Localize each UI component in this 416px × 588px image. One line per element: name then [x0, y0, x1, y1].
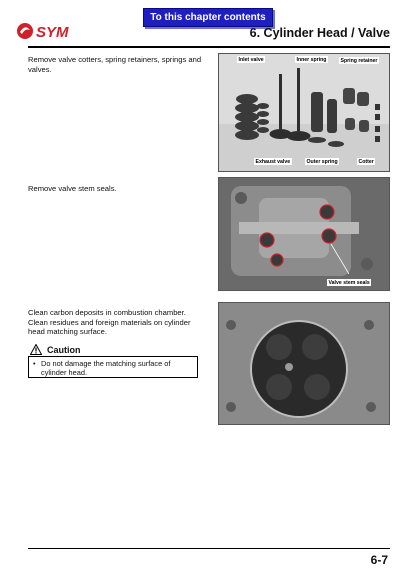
header-divider [28, 46, 390, 48]
page-title [250, 26, 390, 40]
label-exhaust-valve: Exhaust valve [255, 158, 291, 165]
chapter-title: . Cylinder Head / Valve [256, 26, 390, 40]
combustion-chamber-photo [218, 302, 390, 425]
bullet-icon: • [33, 359, 36, 368]
sym-logo [16, 22, 98, 40]
footer-divider [28, 548, 390, 549]
step-1-text: Remove valve cotters, spring retainers, springs and valves. [28, 55, 202, 74]
svg-text:SYM: SYM [36, 24, 69, 40]
label-outer-spring: Outer spring [306, 158, 338, 165]
label-spring-retainer: Spring retainer [340, 57, 378, 64]
caution-item: Do not damage the matching surface of cylinder head. [41, 359, 171, 377]
label-inlet-valve: Inlet valve [238, 56, 264, 63]
warning-icon [30, 344, 42, 355]
label-inner-spring: Inner spring [296, 56, 327, 63]
caution-box [28, 356, 198, 378]
page-number: 6-7 [370, 553, 388, 567]
valve-parts-photo [218, 53, 390, 172]
chapter-contents-link[interactable]: To this chapter contents [143, 8, 273, 27]
label-valve-stem-seals: Valve stem seals [328, 279, 370, 286]
step-3-text: Clean carbon deposits in combustion chamber. Clean residues and foreign materials on cylinder head matching surface. [28, 308, 191, 337]
step-2-text: Remove valve stem seals. [28, 184, 117, 193]
chapter-number: 6 [249, 26, 257, 40]
caution-title: Caution [47, 344, 81, 355]
caution-heading [30, 344, 81, 355]
label-cotter: Cotter [358, 158, 374, 165]
valve-stem-seals-photo [218, 177, 390, 291]
